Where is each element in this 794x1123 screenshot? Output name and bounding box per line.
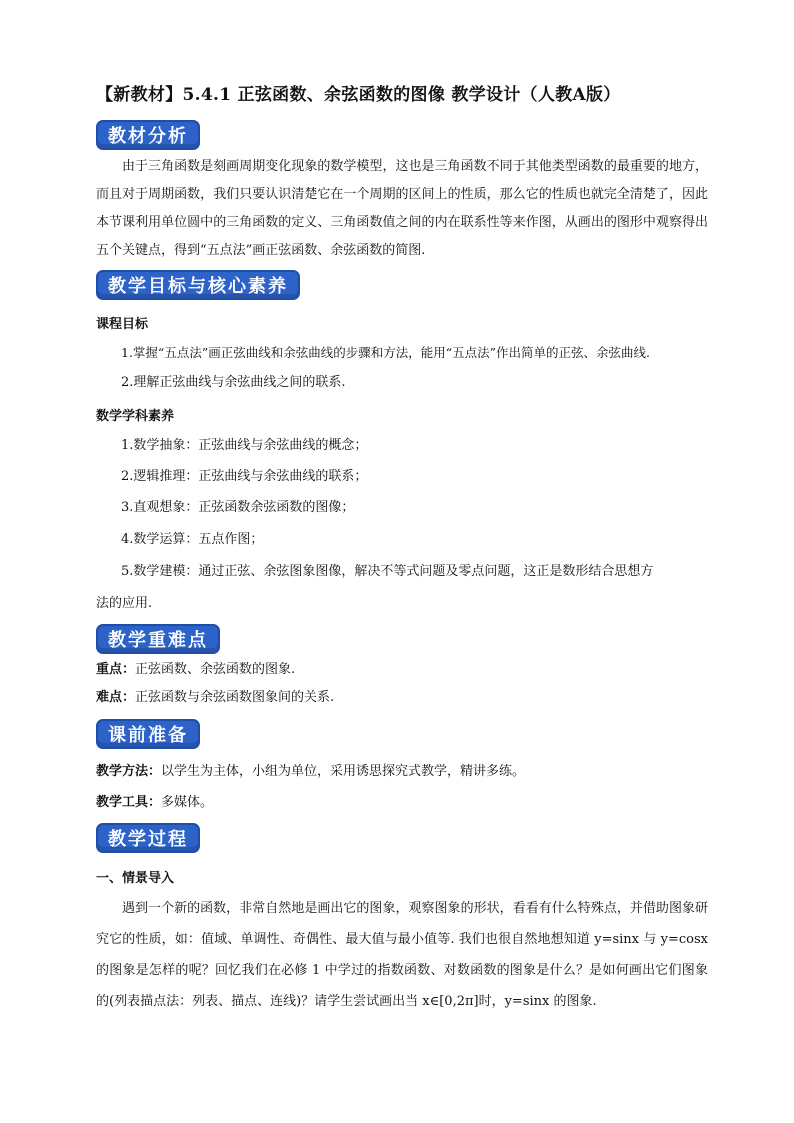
- teaching-tool-text: 多媒体。: [161, 795, 214, 810]
- key-point-text: 正弦函数、余弦函数的图象.: [135, 662, 296, 677]
- literacy-item: 1.数学抽象：正弦曲线与余弦曲线的概念；: [121, 438, 368, 453]
- section-badge-preparation: 课前准备: [96, 719, 200, 749]
- key-point-line: [96, 660, 295, 680]
- literacy-item: 3.直观想象：正弦函数余弦函数的图像；: [121, 500, 355, 515]
- section-badge-key-points: 教学重难点: [96, 624, 220, 654]
- course-goal-item: 1.掌握“五点法”画正弦曲线和余弦曲线的步骤和方法，能用“五点法”作出简单的正弦、余弦曲线.: [121, 345, 650, 360]
- document-title: 【新教材】5.4.1 正弦函数、余弦函数的图像 教学设计（人教A版）: [96, 85, 621, 105]
- literacy-item-continued: 法的应用.: [96, 596, 153, 611]
- difficult-point-text: 正弦函数与余弦函数图象间的关系.: [135, 690, 335, 705]
- process-paragraph: 遇到一个新的函数，非常自然地是画出它的图象，观察图象的形状，看看有什么特殊点，并借助图象研究它的性质，如：值域、单调性、奇偶性、最大值与最小值等. 我们也很自然地想知道 y=sinx 与 y=cosx 的图象是怎样的呢？回忆我们在必修 1 中学过的指数函数、对数函数的图象是什么？是如何画出它们图象的(列表描点法：列表、描点、连线)？请学生尝试画出当 x∈[0,2π]时，y=sinx 的图象.: [96, 901, 708, 1009]
- teaching-method-line: [96, 762, 525, 782]
- teaching-tool-line: [96, 793, 213, 813]
- literacy-item: 5.数学建模：通过正弦、余弦图象图像，解决不等式问题及零点问题，这正是数形结合思想方: [121, 564, 654, 579]
- teaching-method-text: 以学生为主体，小组为单位，采用诱思探究式教学，精讲多练。: [161, 764, 526, 779]
- difficult-point-line: [96, 688, 334, 708]
- process-subheading: 一、情景导入: [96, 871, 175, 886]
- course-goal-item: 2.理解正弦曲线与余弦曲线之间的联系.: [121, 375, 346, 390]
- section-badge-process: 教学过程: [96, 823, 200, 853]
- teaching-method-label: 教学方法：: [96, 764, 162, 779]
- literacy-item: 2.逻辑推理：正弦曲线与余弦曲线的联系；: [121, 469, 368, 484]
- teaching-tool-label: 教学工具：: [96, 795, 162, 810]
- course-goal-heading: 课程目标: [96, 317, 149, 332]
- analysis-paragraph: 由于三角函数是刻画周期变化现象的数学模型，这也是三角函数不同于其他类型函数的最重要的地方，而且对于周期函数，我们只要认识清楚它在一个周期的区间上的性质，那么它的性质也就完全清楚了，因此本节课利用单位圆中的三角函数的定义、三角函数值之间的内在联系性等来作图，从画出的图形中观察得出五个关键点，得到“五点法”画正弦函数、余弦函数的简图.: [96, 159, 708, 258]
- difficult-point-label: 难点：: [96, 690, 136, 705]
- key-point-label: 重点：: [96, 662, 136, 677]
- section-badge-analysis: 教材分析: [96, 120, 200, 150]
- literacy-item: 4.数学运算：五点作图；: [121, 532, 264, 547]
- literacy-heading: 数学学科素养: [96, 409, 175, 424]
- section-badge-goals: 教学目标与核心素养: [96, 270, 300, 300]
